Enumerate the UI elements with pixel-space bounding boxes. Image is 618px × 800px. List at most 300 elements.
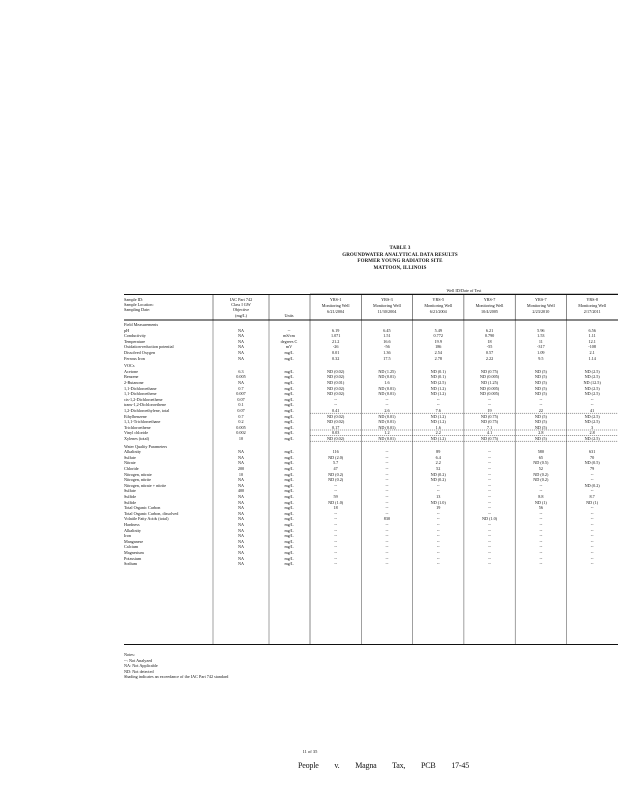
row-unit: mg/L <box>284 494 294 499</box>
row-value: ND (0.01) <box>378 413 396 419</box>
row-value: ND (0.01) <box>378 374 396 380</box>
row-parameter: cis-1,2-Dichloroethene <box>124 396 163 402</box>
well-date: 2/17/2011 <box>583 309 601 314</box>
row-parameter: Total Organic Carbon <box>124 505 161 511</box>
row-unit: mg/L <box>284 538 294 544</box>
row-unit: mg/L <box>284 510 294 516</box>
row-unit: degrees C <box>280 338 298 344</box>
row-parameter: Benzene <box>124 374 139 380</box>
row-value: 1.6 <box>435 424 441 430</box>
row-parameter: Nitrogen, nitrate <box>124 471 152 477</box>
row-parameter: 2-Butanone <box>124 380 144 385</box>
row-value: ND (5) <box>534 368 547 374</box>
row-value: 1.14 <box>588 355 596 361</box>
row-value: ND (1.25) <box>480 380 499 385</box>
row-unit: mg/L <box>284 385 294 391</box>
row-unit: mg/L <box>284 436 294 441</box>
row-value: -- <box>488 477 491 483</box>
row-value: 2.22 <box>485 355 494 361</box>
row-standard: 400 <box>237 488 245 494</box>
row-value: 2.8 <box>589 430 595 436</box>
row-unit: mg/L <box>284 527 294 533</box>
row-value: -- <box>436 482 440 488</box>
well-id: YRS-3 <box>381 297 393 302</box>
row-value: -108 <box>588 344 596 350</box>
row-value: 0.03 <box>331 430 340 436</box>
row-parameter: trans-1,2-Dichloroethene <box>124 402 166 408</box>
row-value: 0.01 <box>331 350 340 355</box>
row-value: -- <box>385 454 389 460</box>
row-value: 59 <box>333 494 338 499</box>
row-value: -- <box>539 402 543 408</box>
row-value: 1.6 <box>384 380 390 385</box>
row-parameter: 1,2-Dichloroethylene, total <box>124 408 170 413</box>
row-value: -- <box>590 510 594 516</box>
row-value: 5.7 <box>333 460 339 466</box>
row-standard: NA <box>237 460 245 466</box>
well-id: YRS-8 <box>586 297 598 302</box>
row-standard: 0.7 <box>238 385 244 391</box>
row-standard: 10 <box>238 436 244 441</box>
row-value: 52 <box>436 466 441 471</box>
row-value: -- <box>539 533 543 539</box>
row-value: -- <box>539 522 543 527</box>
well-date: 2/23/2010 <box>532 309 550 314</box>
row-value: ND (2.5) <box>430 380 446 385</box>
row-value: -- <box>436 527 440 533</box>
row-unit: mg/L <box>284 449 294 455</box>
row-unit: mg/L <box>284 380 294 385</box>
row-unit: mg/L <box>284 424 294 430</box>
row-value: -- <box>334 538 338 544</box>
row-value: 2.6 <box>384 408 390 413</box>
row-value: 16.6 <box>383 338 391 344</box>
row-value: ND (5) <box>534 380 547 385</box>
row-value: 1.51 <box>383 333 391 339</box>
row-parameter: Ethylbenzene <box>124 413 147 419</box>
row-value: ND (1.2) <box>430 385 446 391</box>
row-value: 19.9 <box>434 338 442 344</box>
row-value: -- <box>488 402 491 408</box>
row-value: 0.41 <box>331 408 340 413</box>
well-desc: Monitoring Well <box>373 303 401 308</box>
row-parameter: Manganese <box>124 538 144 544</box>
row-value: -- <box>385 561 389 567</box>
title-line: GROUNDWATER ANALYTICAL DATA RESULTS <box>342 252 458 258</box>
row-value: ND (0.01) <box>378 391 396 397</box>
row-value: -- <box>488 499 491 505</box>
row-value: 2.54 <box>434 350 442 355</box>
row-standard: 0.07 <box>237 396 245 402</box>
row-value: -- <box>539 510 543 516</box>
row-unit: mg/L <box>284 454 294 460</box>
row-unit: -- <box>287 327 291 333</box>
row-unit: mV <box>285 344 293 350</box>
row-value: ND (0.02) <box>327 368 345 374</box>
row-standard: NA <box>237 494 245 499</box>
row-value: -- <box>590 555 594 561</box>
well-desc: Monitoring Well <box>578 303 607 308</box>
row-standard: NA <box>237 338 245 344</box>
well-id: YRS-7 <box>535 297 547 302</box>
row-value: 0.32 <box>331 355 340 361</box>
row-unit: mg/L <box>284 544 294 550</box>
row-value: -- <box>488 482 491 488</box>
row-value: -- <box>385 555 389 561</box>
row-unit: mg/L <box>284 550 294 555</box>
row-value: -- <box>436 555 440 561</box>
row-value: -- <box>385 402 389 408</box>
row-value: 580 <box>537 449 544 455</box>
row-unit: mg/L <box>284 522 294 527</box>
row-unit: mg/L <box>284 402 294 408</box>
row-value: -317 <box>536 344 545 350</box>
note-line: ND: Not detected <box>124 668 154 674</box>
row-value: -- <box>539 538 543 544</box>
row-value: ND (5) <box>534 391 547 397</box>
well-date: 6/21/2004 <box>327 309 345 314</box>
row-value: -- <box>590 538 594 544</box>
row-value: 8.7 <box>589 494 595 499</box>
row-value: -- <box>334 516 338 522</box>
row-value: ND (2.5) <box>584 374 600 380</box>
row-value: -55 <box>486 344 493 350</box>
row-parameter: Alkalinity <box>124 449 141 455</box>
row-value: -- <box>385 396 389 402</box>
row-value: -- <box>590 396 594 402</box>
row-value: -- <box>488 544 491 550</box>
row-value: -26 <box>332 344 339 350</box>
row-value: -- <box>334 522 338 527</box>
row-value: ND (1) <box>534 499 547 505</box>
standard-header-line: (mg/L) <box>235 312 247 318</box>
row-value: -- <box>385 550 389 555</box>
row-unit: mg/L <box>284 413 294 419</box>
row-unit: mg/L <box>284 561 294 567</box>
row-unit: mg/L <box>284 488 294 494</box>
row-value: ND (0.5) <box>533 460 549 466</box>
row-standard: 0.1 <box>238 402 244 408</box>
row-value: -- <box>590 402 594 408</box>
row-value: -- <box>539 561 543 567</box>
row-value: -- <box>539 396 543 402</box>
row-value: ND (1.2) <box>430 436 446 441</box>
title-line: MATTOON, ILLINOIS <box>373 265 427 271</box>
row-parameter: Oxidation-reduction potential <box>124 344 174 350</box>
row-value: 1.2 <box>384 430 390 436</box>
row-value: ND (0.005) <box>479 385 500 391</box>
row-value: -- <box>590 527 594 533</box>
row-value: -- <box>436 561 440 567</box>
row-unit: mg/L <box>284 555 294 561</box>
row-value: ND (0.01) <box>378 385 396 391</box>
row-value: 6.21 <box>485 327 494 333</box>
well-desc: Monitoring Well <box>526 303 555 308</box>
row-parameter: Magnesium <box>124 550 144 555</box>
row-value: ND (5) <box>534 436 547 441</box>
row-unit: mg/L <box>284 477 294 483</box>
row-value: ND (0.5) <box>584 460 600 466</box>
row-standard: 0.005 <box>236 374 246 380</box>
row-parameter: Nitrogen, nitrite <box>124 477 151 483</box>
row-unit: mg/L <box>284 408 294 413</box>
row-value: 1.36 <box>383 350 391 355</box>
row-unit: mg/L <box>284 391 294 397</box>
row-value: 2.1 <box>589 350 595 355</box>
row-standard: NA <box>237 344 245 350</box>
row-value: -- <box>488 533 491 539</box>
row-value: ND (0.01) <box>378 424 396 430</box>
row-unit: mg/L <box>284 499 294 505</box>
row-standard: 0.007 <box>236 391 246 397</box>
header-group: Well ID/Date of Test <box>446 288 482 293</box>
row-value: -- <box>334 544 338 550</box>
row-value: -- <box>488 550 491 555</box>
row-value: -- <box>436 550 440 555</box>
title-line: FORMER YOUNG RADIATOR SITE <box>357 259 443 264</box>
row-value: 0.57 <box>485 350 494 355</box>
row-standard: 6.3 <box>238 368 244 374</box>
row-standard: 0.005 <box>236 424 246 430</box>
row-unit: mg/L <box>284 482 294 488</box>
row-value: -- <box>334 482 338 488</box>
row-standard: 0.07 <box>237 408 245 413</box>
row-value: ND (0.01) <box>378 419 396 425</box>
row-value: ND (0.75) <box>480 413 499 419</box>
row-value: 6.45 <box>383 327 391 333</box>
row-value: -- <box>436 488 440 494</box>
row-standard: NA <box>237 510 245 516</box>
row-value: 47 <box>333 466 338 471</box>
row-parameter: Potassium <box>124 555 142 561</box>
row-value: 0.17 <box>331 424 340 430</box>
row-parameter: Sulfate <box>124 488 136 494</box>
row-value: -- <box>590 471 594 477</box>
row-value: 0.790 <box>484 333 495 339</box>
row-parameter: Iron <box>124 533 131 539</box>
row-standard: NA <box>237 550 245 555</box>
row-value: -- <box>539 527 543 533</box>
row-parameter: Dissolved Oxygen <box>124 350 156 355</box>
row-parameter: Total Organic Carbon, dissolved <box>124 510 179 516</box>
row-value: ND (1.2) <box>430 413 446 419</box>
row-value: 631 <box>589 449 596 455</box>
row-unit: mg/L <box>284 350 294 355</box>
row-value: ND (2.5) <box>584 368 600 374</box>
row-parameter: Sulfide <box>124 494 137 499</box>
row-value: 1.53 <box>537 333 545 339</box>
row-value: -- <box>590 533 594 539</box>
row-value: 18 <box>487 338 492 344</box>
row-parameter: Chloride <box>124 466 139 471</box>
row-parameter: Sodium <box>124 561 138 567</box>
row-value: 7.6 <box>435 408 441 413</box>
row-parameter: Sulfide <box>124 499 137 505</box>
row-value: -- <box>590 505 594 511</box>
row-value: 19 <box>436 505 441 511</box>
row-value: -- <box>436 533 440 539</box>
row-value: ND (0.2) <box>328 477 344 483</box>
row-value: -- <box>385 466 389 471</box>
section-heading: Water Quality Parameters <box>124 443 168 449</box>
standard-header-line: IAC Part 742 <box>229 297 253 302</box>
row-value: ND (0.01) <box>327 380 345 385</box>
row-unit: mg/L <box>284 505 294 511</box>
row-unit: mg/L <box>284 396 294 402</box>
row-value: ND (5) <box>534 424 547 430</box>
row-value: -- <box>488 488 491 494</box>
row-parameter: Sulfate <box>124 454 136 460</box>
well-date: 11/30/2004 <box>377 309 397 314</box>
row-value: -- <box>488 466 491 471</box>
row-value: ND (0.02) <box>327 391 345 397</box>
row-value: ND (2.0) <box>328 454 344 460</box>
row-value: ND (12.5) <box>583 380 601 385</box>
row-value: 830 <box>383 516 391 522</box>
row-value: -- <box>539 550 543 555</box>
row-value: ND (5) <box>534 413 547 419</box>
row-value: -- <box>488 561 491 567</box>
row-unit: mg/L <box>284 533 294 539</box>
row-value: ND (1.2) <box>430 419 446 425</box>
row-standard: NA <box>237 516 245 522</box>
row-value: ND (1.0) <box>328 499 344 505</box>
row-standard: 200 <box>237 466 245 471</box>
row-unit: mg/L <box>284 516 294 522</box>
well-id: YRS-7 <box>483 297 496 302</box>
row-value: -- <box>385 471 389 477</box>
row-standard: NA <box>237 561 245 567</box>
row-value: ND (0.2) <box>533 471 549 477</box>
row-value: 52 <box>538 466 543 471</box>
row-value: ND (0.1) <box>430 374 446 380</box>
row-value: -- <box>539 488 543 494</box>
row-value: 65 <box>538 454 543 460</box>
row-standard: NA <box>237 527 245 533</box>
well-desc: Monitoring Well <box>321 303 350 308</box>
row-unit: mS/cm <box>283 333 295 339</box>
standard-header-line: Objective <box>232 307 250 313</box>
row-value: -- <box>385 488 389 494</box>
row-standard: 0.2 <box>238 419 244 425</box>
row-standard: NA <box>237 499 245 505</box>
row-parameter: Alkalinity <box>124 527 141 533</box>
row-value: -- <box>334 527 338 533</box>
well-desc: Monitoring Well <box>475 303 504 308</box>
row-parameter: Xylenes (total) <box>124 436 150 441</box>
well-id: YRS-5 <box>432 297 445 302</box>
well-date: 6/21/2004 <box>429 309 447 314</box>
data-table <box>124 288 618 646</box>
row-parameter: Trichloroethene <box>124 424 151 430</box>
row-value: 116 <box>332 449 339 455</box>
row-value: -- <box>334 402 338 408</box>
row-value: ND (1.25) <box>378 368 396 374</box>
row-value: -- <box>436 510 440 516</box>
row-value: 56 <box>538 505 543 511</box>
notes-block <box>124 652 228 680</box>
row-value: -- <box>385 533 389 539</box>
row-value: ND (1) <box>586 499 599 505</box>
row-unit: mg/L <box>284 471 294 477</box>
row-value: 4.1 <box>486 430 493 436</box>
row-value: -- <box>488 555 491 561</box>
row-value: 12.1 <box>588 338 596 344</box>
row-standard: NA <box>237 555 245 561</box>
row-value: 70 <box>590 454 595 460</box>
row-standard: NA <box>237 544 245 550</box>
row-value: 6.56 <box>588 327 596 333</box>
row-value: -- <box>385 477 389 483</box>
row-standard: NA <box>237 482 245 488</box>
row-parameter: Temperature <box>124 338 146 344</box>
row-value: 5.96 <box>537 327 545 333</box>
row-value: -- <box>385 527 389 533</box>
row-value: ND (2.5) <box>584 385 600 391</box>
row-parameter: pH <box>124 327 130 333</box>
row-unit: mg/L <box>284 430 294 436</box>
row-value: -- <box>334 488 338 494</box>
row-parameter: Hardness <box>124 522 140 527</box>
note-line: --: Not Analyzed <box>124 657 153 663</box>
row-value: -- <box>488 396 491 402</box>
row-unit: mg/L <box>284 419 294 425</box>
row-value: 13 <box>436 494 441 499</box>
row-value: 9.5 <box>538 355 544 361</box>
row-value: ND (0.2) <box>533 477 549 483</box>
page-number: 11 of 35 <box>302 749 318 754</box>
units-header: Units <box>284 313 294 318</box>
row-value: 1.11 <box>588 333 596 339</box>
row-value: -- <box>334 555 338 561</box>
row-standard: NA <box>237 454 245 460</box>
row-value: -- <box>436 522 440 527</box>
row-value: -- <box>334 561 338 567</box>
row-value: ND (0.02) <box>327 419 345 425</box>
row-value: -- <box>436 538 440 544</box>
row-value: 18 <box>333 505 338 511</box>
row-value: -- <box>488 460 491 466</box>
row-value: ND (0.2) <box>430 471 446 477</box>
row-value: ND (5) <box>534 374 547 380</box>
row-value: -- <box>590 516 594 522</box>
row-value: -- <box>539 482 543 488</box>
row-value: 19 <box>487 408 492 413</box>
row-value: -- <box>488 471 491 477</box>
row-parameter: Nitrogen, nitrate + nitrite <box>124 482 167 488</box>
row-value: ND (0.2) <box>584 482 600 488</box>
row-value: ND (0.75) <box>480 419 499 425</box>
row-value: -- <box>436 396 440 402</box>
row-value: ND (0.02) <box>327 436 345 441</box>
row-parameter: Ferrous Iron <box>124 355 145 361</box>
row-parameter: Vinyl chloride <box>124 430 149 436</box>
row-value: 17.5 <box>383 355 391 361</box>
row-value: 79 <box>590 466 595 471</box>
row-standard: NA <box>237 449 245 455</box>
row-value: 3 <box>591 424 594 430</box>
row-value: ND (0.005) <box>479 391 500 397</box>
row-value: -- <box>488 449 491 455</box>
row-value: -- <box>488 522 491 527</box>
title-block <box>300 246 500 272</box>
row-value: 6.4 <box>435 454 441 460</box>
row-value: -- <box>385 522 389 527</box>
well-desc: Monitoring Well <box>424 303 453 308</box>
header-label: Sample ID: <box>124 297 144 302</box>
row-value: 186 <box>435 344 442 350</box>
row-value: -- <box>590 544 594 550</box>
